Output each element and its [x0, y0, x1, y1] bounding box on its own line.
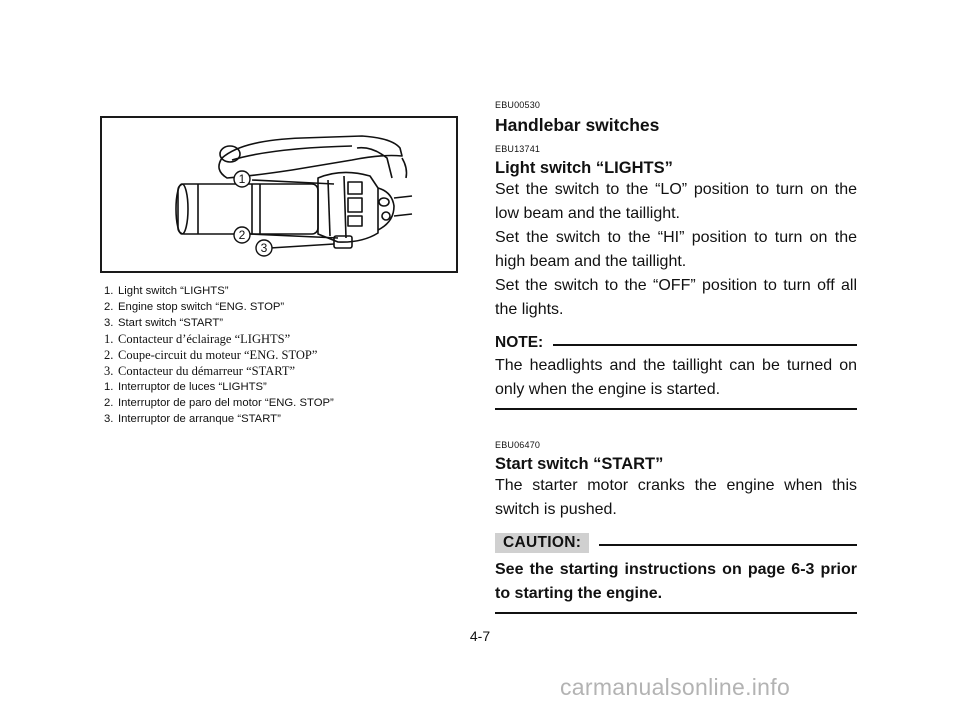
- light-switch-para-1: Set the switch to the “LO” position to turn on the low beam and the taillight.: [495, 181, 857, 222]
- light-switch-title: Light switch “LIGHTS”: [495, 159, 673, 177]
- caution-text: See the starting instructions on page 6-3 prior to starting the engine.: [495, 561, 857, 602]
- caption-item: 2. Coupe-circuit du moteur “ENG. STOP”: [104, 348, 318, 362]
- caption-item: 3. Contacteur du démarreur “START”: [104, 364, 296, 378]
- start-switch-title: Start switch “START”: [495, 455, 664, 473]
- callout-2-label: 2: [238, 228, 246, 242]
- light-switch-para-3: Set the switch to the “OFF” position to turn off all the lights.: [495, 277, 857, 318]
- caution-header: [495, 532, 857, 554]
- light-switch-code: EBU13741: [495, 144, 541, 154]
- light-switch-para-2: Set the switch to the “HI” position to turn on the high beam and the taillight.: [495, 229, 857, 270]
- caption-item: 2. Interruptor de paro del motor “ENG. STOP”: [104, 397, 334, 409]
- handlebar-drawing: [102, 118, 456, 271]
- figure-captions: [104, 283, 464, 427]
- caption-item: 1. Light switch “LIGHTS”: [104, 285, 229, 297]
- start-switch-code: EBU06470: [495, 440, 541, 450]
- callout-3-label: 3: [260, 241, 268, 255]
- page-number: 4-7: [469, 628, 491, 644]
- caution-end-rule: [495, 612, 857, 614]
- caption-item: 2. Engine stop switch “ENG. STOP”: [104, 301, 285, 313]
- note-text: The headlights and the taillight can be turned on only when the engine is started.: [495, 357, 857, 398]
- handlebar-switch-illustration: [100, 116, 458, 273]
- text-column: [495, 100, 857, 614]
- section-code: EBU00530: [495, 100, 541, 110]
- caution-label: CAUTION:: [495, 533, 589, 553]
- caption-item: 3. Start switch “START”: [104, 317, 224, 329]
- note-rule: [553, 344, 857, 346]
- caution-rule: [599, 544, 857, 546]
- caption-item: 1. Contacteur d’éclairage “LIGHTS”: [104, 332, 291, 346]
- caption-item: 3. Interruptor de arranque “START”: [104, 413, 281, 425]
- note-end-rule: [495, 408, 857, 410]
- callout-1-label: 1: [238, 172, 246, 186]
- note-label: NOTE:: [495, 334, 544, 351]
- watermark: carmanualsonline.info: [560, 674, 791, 700]
- caption-item: 1. Interruptor de luces “LIGHTS”: [104, 381, 267, 393]
- note-header: [495, 332, 857, 354]
- section-title: Handlebar switches: [495, 115, 660, 135]
- start-switch-para: The starter motor cranks the engine when this switch is pushed.: [495, 477, 857, 518]
